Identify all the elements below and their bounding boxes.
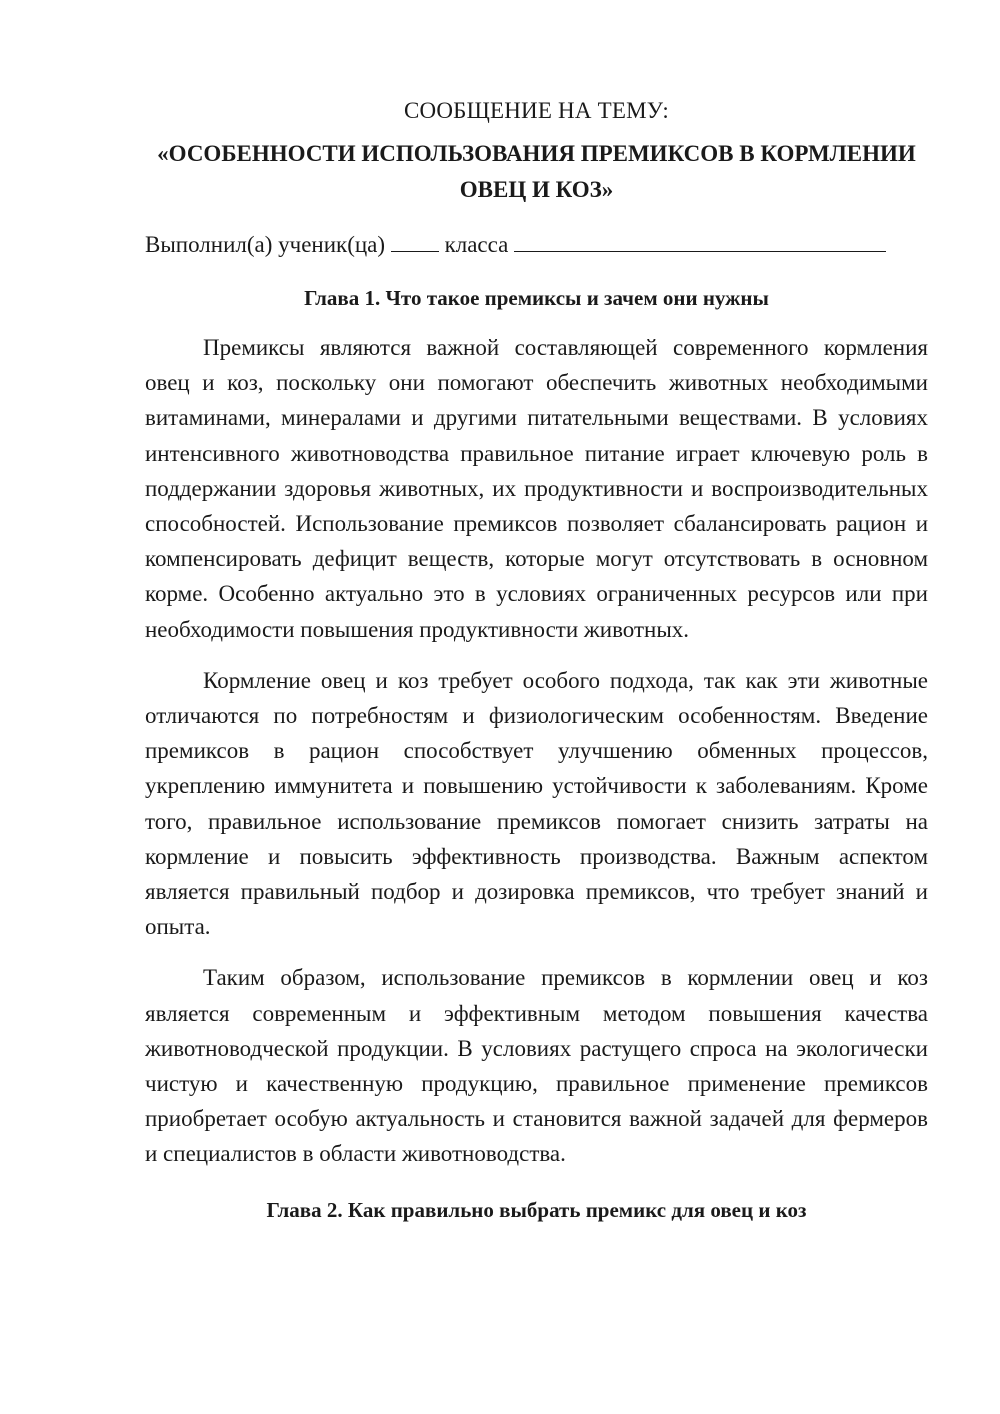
header-line: СООБЩЕНИЕ НА ТЕМУ: — [404, 98, 669, 123]
chapter-1-title: Глава 1. Что такое премиксы и зачем они нужны — [304, 286, 769, 310]
class-number-blank — [391, 229, 439, 252]
paragraph-1: Премиксы являются важной составляющей современного кормления овец и коз, поскольку они помогают обеспечить животных необходимыми витаминами, минералами и другими питательными веществами. В условиях интенсивного животноводства правильное питание играет ключевую роль в поддержании здоровья животных, их продуктивности и воспроизводительных способностей. Использование премиксов позволяет сбалансировать рацион и компенсировать дефицит веществ, которые могут отсутствовать в основном корме. Особенно актуально это в условиях ограниченных ресурсов или при необходимости повышения продуктивности животных. — [145, 335, 928, 642]
author-class-word: класса — [444, 232, 509, 257]
author-line — [145, 228, 928, 262]
document-title: «ОСОБЕННОСТИ ИСПОЛЬЗОВАНИЯ ПРЕМИКСОВ В КОРМЛЕНИИ ОВЕЦ И КОЗ» — [157, 141, 916, 202]
paragraph-3: Таким образом, использование премиксов в кормлении овец и коз является современным и эффективным методом повышения качества животноводческой продукции. В условиях растущего спроса на экологически чистую и качественную продукцию, правильное применение премиксов приобретает особую актуальность и становится важной задачей для фермеров и специалистов в области животноводства. — [145, 965, 928, 1167]
author-prefix: Выполнил(а) ученик(ца) — [145, 232, 386, 257]
chapter-2-title: Глава 2. Как правильно выбрать премикс для овец и коз — [266, 1197, 807, 1222]
document-page — [145, 94, 928, 1242]
paragraph-2: Кормление овец и коз требует особого подхода, так как эти животные отличаются по потребностям и физиологическим особенностям. Введение премиксов в рацион способствует улучшению обменных процессов, укреплению иммунитета и повышению устойчивости к заболеваниям. Кроме того, правильное использование премиксов помогает снизить затраты на кормление и повысить эффективность производства. Важным аспектом является правильный подбор и дозировка премиксов, что требует знаний и опыта. — [145, 667, 928, 940]
student-name-blank — [514, 229, 886, 252]
